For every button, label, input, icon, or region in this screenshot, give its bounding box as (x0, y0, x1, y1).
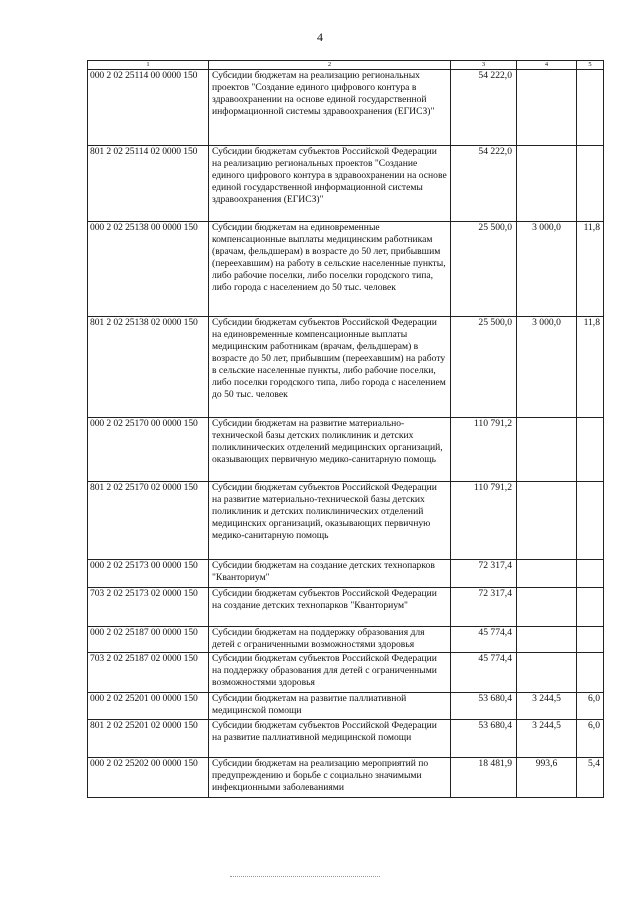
row-percent (577, 627, 604, 653)
row-executed-amount (517, 146, 577, 222)
row-executed-amount: 3 244,5 (517, 693, 577, 720)
row-percent: 6,0 (577, 720, 604, 758)
row-plan-amount: 72 317,4 (451, 560, 517, 588)
table-row (88, 70, 604, 146)
row-code: 801 2 02 25170 02 0000 150 (88, 482, 209, 560)
table-row (88, 418, 604, 482)
row-percent (577, 482, 604, 560)
row-plan-amount: 54 222,0 (451, 70, 517, 146)
row-code: 000 2 02 25187 00 0000 150 (88, 627, 209, 653)
row-executed-amount: 3 000,0 (517, 222, 577, 317)
row-code: 000 2 02 25114 00 0000 150 (88, 70, 209, 146)
row-plan-amount: 45 774,4 (451, 653, 517, 693)
table-row (88, 588, 604, 627)
row-description: Субсидии бюджетам на создание детских технопарков "Кванториум" (209, 560, 451, 588)
row-executed-amount (517, 560, 577, 588)
row-percent: 5,4 (577, 758, 604, 798)
row-code: 801 2 02 25201 02 0000 150 (88, 720, 209, 758)
column-header: 2 (209, 61, 451, 70)
footer-divider (230, 876, 380, 877)
row-plan-amount: 45 774,4 (451, 627, 517, 653)
row-plan-amount: 54 222,0 (451, 146, 517, 222)
table-row (88, 627, 604, 653)
header-row (88, 61, 604, 70)
row-executed-amount (517, 588, 577, 627)
row-description: Субсидии бюджетам субъектов Российской Федерации на единовременные компенсационные выплаты медицинским работникам (врачам, фельдшерам) в возрасте до 50 лет, прибывшим (переехавшим) на работу в сельские населенные пункты, либо рабочие поселки, либо поселки городского типа, либо города с населением до 50 тыс. человек (209, 317, 451, 418)
row-percent (577, 70, 604, 146)
table-row (88, 720, 604, 758)
row-percent: 6,0 (577, 693, 604, 720)
row-executed-amount (517, 653, 577, 693)
row-code: 703 2 02 25173 02 0000 150 (88, 588, 209, 627)
column-header: 1 (88, 61, 209, 70)
table-row (88, 222, 604, 317)
row-description: Субсидии бюджетам субъектов Российской Федерации на развитие материально-технической базы детских поликлиник и детских поликлинических отделений медицинских организаций, оказывающих первичную медико-санитарную помощь (209, 482, 451, 560)
row-code: 000 2 02 25201 00 0000 150 (88, 693, 209, 720)
row-code: 000 2 02 25173 00 0000 150 (88, 560, 209, 588)
row-description: Субсидии бюджетам на развитие материально-технической базы детских поликлиник и детских поликлинических отделений медицинских организаций, оказывающих первичную медико-санитарную помощь (209, 418, 451, 482)
column-header: 4 (517, 61, 577, 70)
row-code: 801 2 02 25138 02 0000 150 (88, 317, 209, 418)
row-executed-amount (517, 482, 577, 560)
row-plan-amount: 110 791,2 (451, 418, 517, 482)
row-code: 801 2 02 25114 02 0000 150 (88, 146, 209, 222)
row-executed-amount (517, 70, 577, 146)
row-code: 000 2 02 25138 00 0000 150 (88, 222, 209, 317)
row-description: Субсидии бюджетам субъектов Российской Федерации на создание детских технопарков "Кванториум" (209, 588, 451, 627)
row-description: Субсидии бюджетам на реализацию региональных проектов "Создание единого цифрового контура в здравоохранении на основе единой государственной информационной системы здравоохранения (ЕГИСЗ)" (209, 70, 451, 146)
row-plan-amount: 53 680,4 (451, 693, 517, 720)
row-executed-amount: 993,6 (517, 758, 577, 798)
row-plan-amount: 25 500,0 (451, 222, 517, 317)
row-plan-amount: 25 500,0 (451, 317, 517, 418)
row-code: 000 2 02 25202 00 0000 150 (88, 758, 209, 798)
row-executed-amount (517, 627, 577, 653)
row-plan-amount: 72 317,4 (451, 588, 517, 627)
row-percent (577, 560, 604, 588)
table-row (88, 560, 604, 588)
row-percent: 11,8 (577, 317, 604, 418)
row-executed-amount (517, 418, 577, 482)
row-description: Субсидии бюджетам субъектов Российской Федерации на развитие паллиативной медицинской помощи (209, 720, 451, 758)
column-header: 5 (577, 61, 604, 70)
row-percent (577, 588, 604, 627)
row-description: Субсидии бюджетам на реализацию мероприятий по предупреждению и борьбе с социально значимыми инфекционными заболеваниями (209, 758, 451, 798)
row-description: Субсидии бюджетам субъектов Российской Федерации на поддержку образования для детей с ограниченными возможностями здоровья (209, 653, 451, 693)
table-row (88, 317, 604, 418)
row-percent: 11,8 (577, 222, 604, 317)
budget-table (87, 60, 604, 798)
row-executed-amount: 3 000,0 (517, 317, 577, 418)
row-description: Субсидии бюджетам субъектов Российской Федерации на реализацию региональных проектов "Создание единого цифрового контура в здравоохранении на основе единой государственной информационной системы здравоохранения (ЕГИСЗ)" (209, 146, 451, 222)
row-code: 000 2 02 25170 00 0000 150 (88, 418, 209, 482)
table-row (88, 482, 604, 560)
table-row (88, 758, 604, 798)
row-percent (577, 653, 604, 693)
row-code: 703 2 02 25187 02 0000 150 (88, 653, 209, 693)
row-description: Субсидии бюджетам на поддержку образования для детей с ограниченными возможностями здоровья (209, 627, 451, 653)
row-plan-amount: 53 680,4 (451, 720, 517, 758)
table-row (88, 146, 604, 222)
column-header: 3 (451, 61, 517, 70)
row-percent (577, 146, 604, 222)
row-description: Субсидии бюджетам на единовременные компенсационные выплаты медицинским работникам (врачам, фельдшерам) в возрасте до 50 лет, прибывшим (переехавшим) на работу в сельские населенные пункты, либо рабочие поселки, либо поселки городского типа, либо города с населением до 50 тыс. человек (209, 222, 451, 317)
page-number: 4 (317, 30, 323, 44)
table-row (88, 693, 604, 720)
row-executed-amount: 3 244,5 (517, 720, 577, 758)
row-plan-amount: 110 791,2 (451, 482, 517, 560)
row-description: Субсидии бюджетам на развитие паллиативной медицинской помощи (209, 693, 451, 720)
row-percent (577, 418, 604, 482)
row-plan-amount: 18 481,9 (451, 758, 517, 798)
table-row (88, 653, 604, 693)
